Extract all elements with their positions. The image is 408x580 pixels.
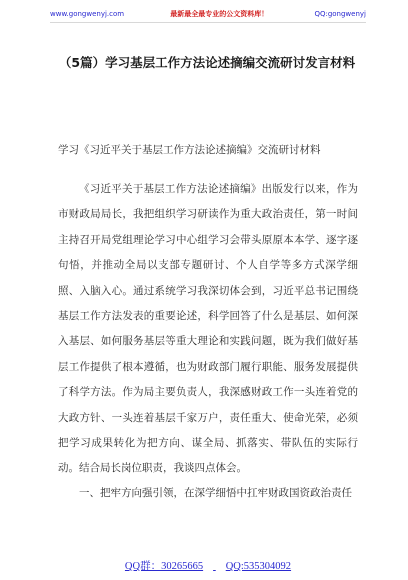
header-website-link[interactable]: www.gongwenyj.com xyxy=(50,10,125,18)
page-footer xyxy=(50,558,366,573)
footer-qq-number[interactable]: QQ:535304092 xyxy=(225,561,292,572)
header-divider xyxy=(50,22,366,23)
header-slogan: 最新最全最专业的公文资料库！ xyxy=(170,10,269,18)
section-heading: 一、把牢方向强引领，在深学细悟中扛牢财政国资政治责任 xyxy=(79,487,352,499)
page-header xyxy=(50,7,366,21)
body-paragraph: 《习近平关于基层工作方法论述摘编》出版发行以来，作为市财政局局长，我把组织学习研读作为重大政治责任，第一时间主持召开局党组理论学习中心组学习会带头原原本本学、逐字逐句悟，并推动全局以支部专题研讨、个人自学等多方式深学细照、入脑入心。通过系统学习我深切体会到，习近平总书记围绕基层工作方法发表的重要论述，科学回答了什么是基层、如何深入基层、如何服务基层等重大理论和实践问题，既为我们做好基层工作提供了根本遵循，也为财政部门履行职能、服务发展提供了科学方法。作为局主要负责人，我深感财政工作一头连着党的大政方针、一头连着基层千家万户，责任重大、使命光荣，必须把学习成果转化为把方向、谋全局、抓落实、带队伍的实际行动。结合局长岗位职责，我谈四点体会。 xyxy=(58,183,358,475)
document-subtitle: 学习《习近平关于基层工作方法论述摘编》交流研讨材料 xyxy=(58,144,321,156)
document-title: （5篇）学习基层工作方法论述摘编交流研讨发言材料 xyxy=(58,55,356,70)
header-qq-link[interactable]: QQ:gongwenyj xyxy=(314,10,366,18)
footer-qq-group[interactable]: QQ群：30265665 xyxy=(124,561,204,572)
